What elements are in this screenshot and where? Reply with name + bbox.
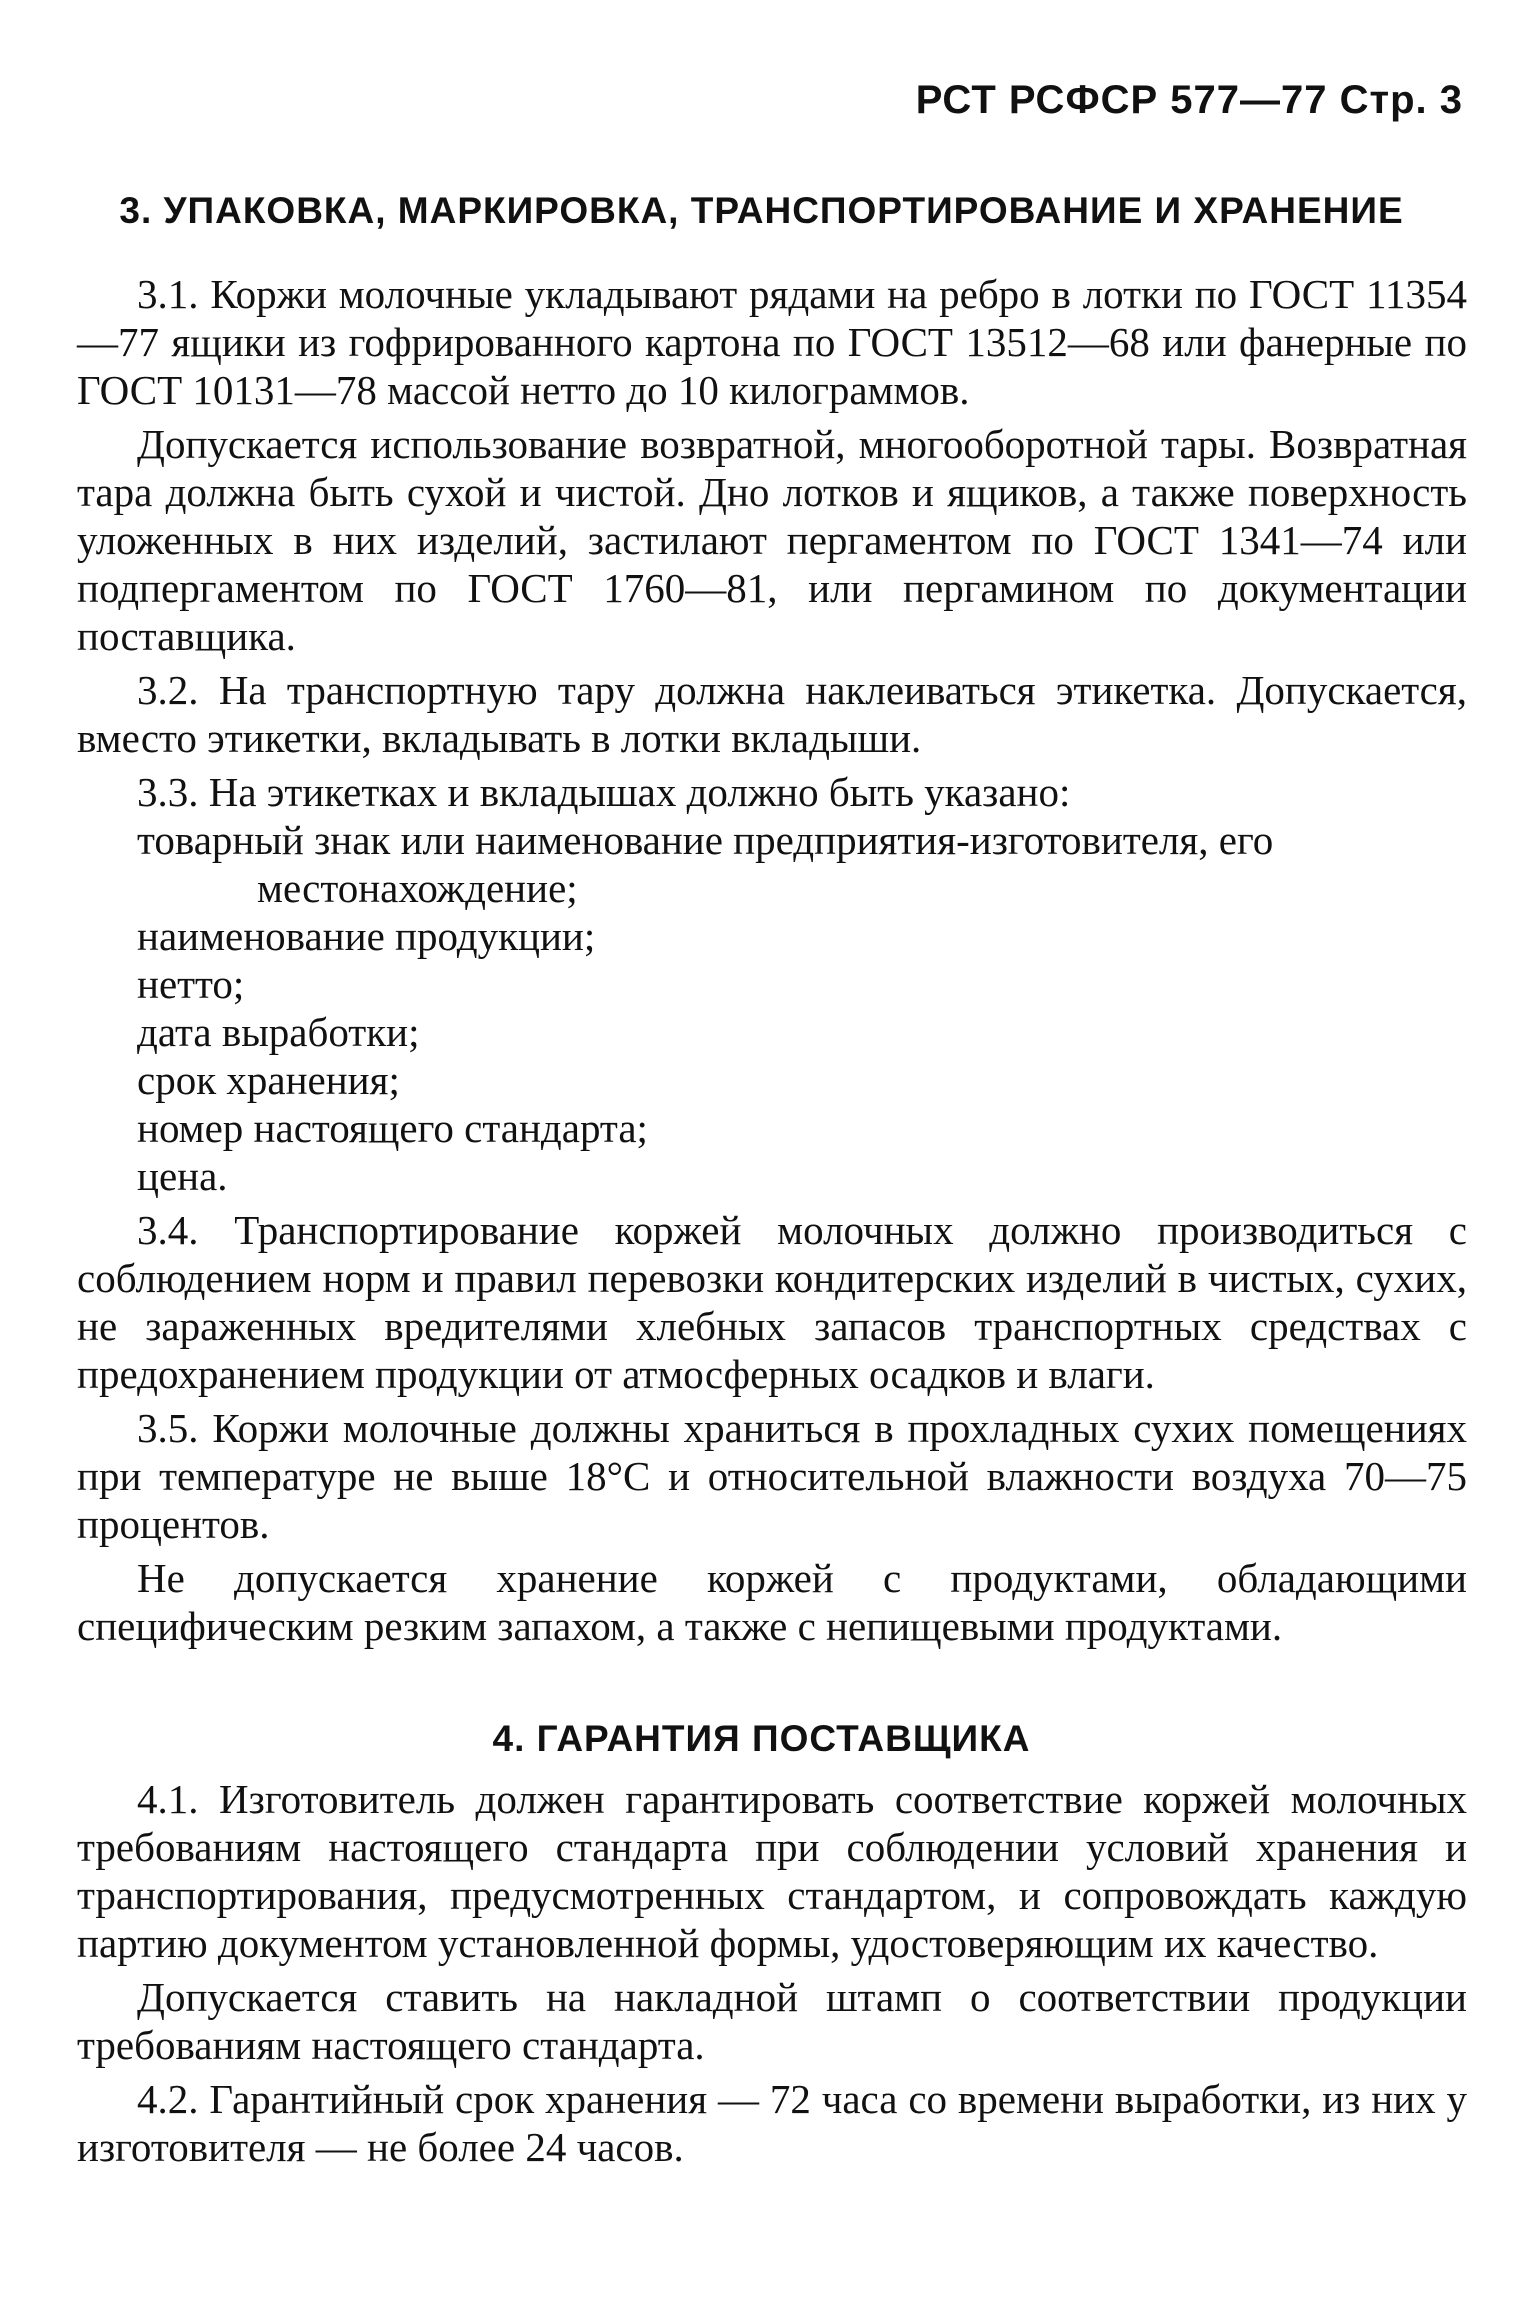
paragraph-3-4: 3.4. Транспортирование коржей молочных должно производиться с соблюдением норм и правил перевозки кондитерских изделий в чистых, сухих, не зараженных вредителями хлебных запасов транспортных средствах с предохранением продукции от атмосферных осадков и влаги.: [77, 1207, 1467, 1397]
list-item: номер настоящего стандарта;: [137, 1105, 648, 1151]
paragraph-4-1-continued: Допускается ставить на накладной штамп о соответствии продукции требованиям настоящего стандарта.: [77, 1974, 1467, 2068]
paragraph-3-3: 3.3. На этикетках и вкладышах должно быть указано:: [137, 769, 1071, 815]
section-3-body: [77, 270, 1467, 1650]
list-item: товарный знак или наименование предприятия-изготовителя, его местонахождение;: [137, 817, 1274, 911]
list-item: срок хранения;: [137, 1057, 400, 1103]
paragraph-3-1: 3.1. Коржи молочные укладывают рядами на ребро в лотки по ГОСТ 11354—77 ящики из гофрированного картона по ГОСТ 13512—68 или фанерные по ГОСТ 10131—78 массой нетто до 10 килограммов.: [77, 271, 1467, 413]
section-4-body: [77, 1775, 1467, 2171]
section-3-heading: 3. УПАКОВКА, МАРКИРОВКА, ТРАНСПОРТИРОВАНИЕ И ХРАНЕНИЕ: [119, 190, 1404, 231]
paragraph-3-5-continued: Не допускается хранение коржей с продуктами, обладающими специфическим резким запахом, а также с непищевыми продуктами.: [77, 1555, 1467, 1649]
section-4-heading: 4. ГАРАНТИЯ ПОСТАВЩИКА: [492, 1718, 1031, 1759]
paragraph-3-2: 3.2. На транспортную тару должна наклеиваться этикетка. Допускается, вместо этикетки, вкладывать в лотки вкладыши.: [77, 667, 1467, 761]
running-header: РСТ РСФСР 577—77 Стр. 3: [915, 78, 1463, 122]
paragraph-4-2: 4.2. Гарантийный срок хранения — 72 часа со времени выработки, из них у изготовителя — не более 24 часов.: [77, 2076, 1467, 2170]
list-item: наименование продукции;: [137, 913, 596, 959]
labeling-list: [77, 768, 1467, 1200]
list-item: цена.: [137, 1153, 228, 1199]
list-item: дата выработки;: [137, 1009, 420, 1055]
paragraph-3-1-continued: Допускается использование возвратной, многооборотной тары. Возвратная тара должна быть сухой и чистой. Дно лотков и ящиков, а также поверхность уложенных в них изделий, застилают пергаментом по ГОСТ 1341—74 или подпергаментом по ГОСТ 1760—81, или пергамином по документации поставщика.: [77, 421, 1467, 659]
list-item: нетто;: [137, 961, 245, 1007]
paragraph-3-5: 3.5. Коржи молочные должны храниться в прохладных сухих помещениях при температуре не выше 18°С и относительной влажности воздуха 70—75 процентов.: [77, 1405, 1467, 1547]
paragraph-4-1: 4.1. Изготовитель должен гарантировать соответствие коржей молочных требованиям настоящего стандарта при соблюдении условий хранения и транспортирования, предусмотренных стандартом, и сопровождать каждую партию документом установленной формы, удостоверяющим их качество.: [77, 1776, 1467, 1966]
